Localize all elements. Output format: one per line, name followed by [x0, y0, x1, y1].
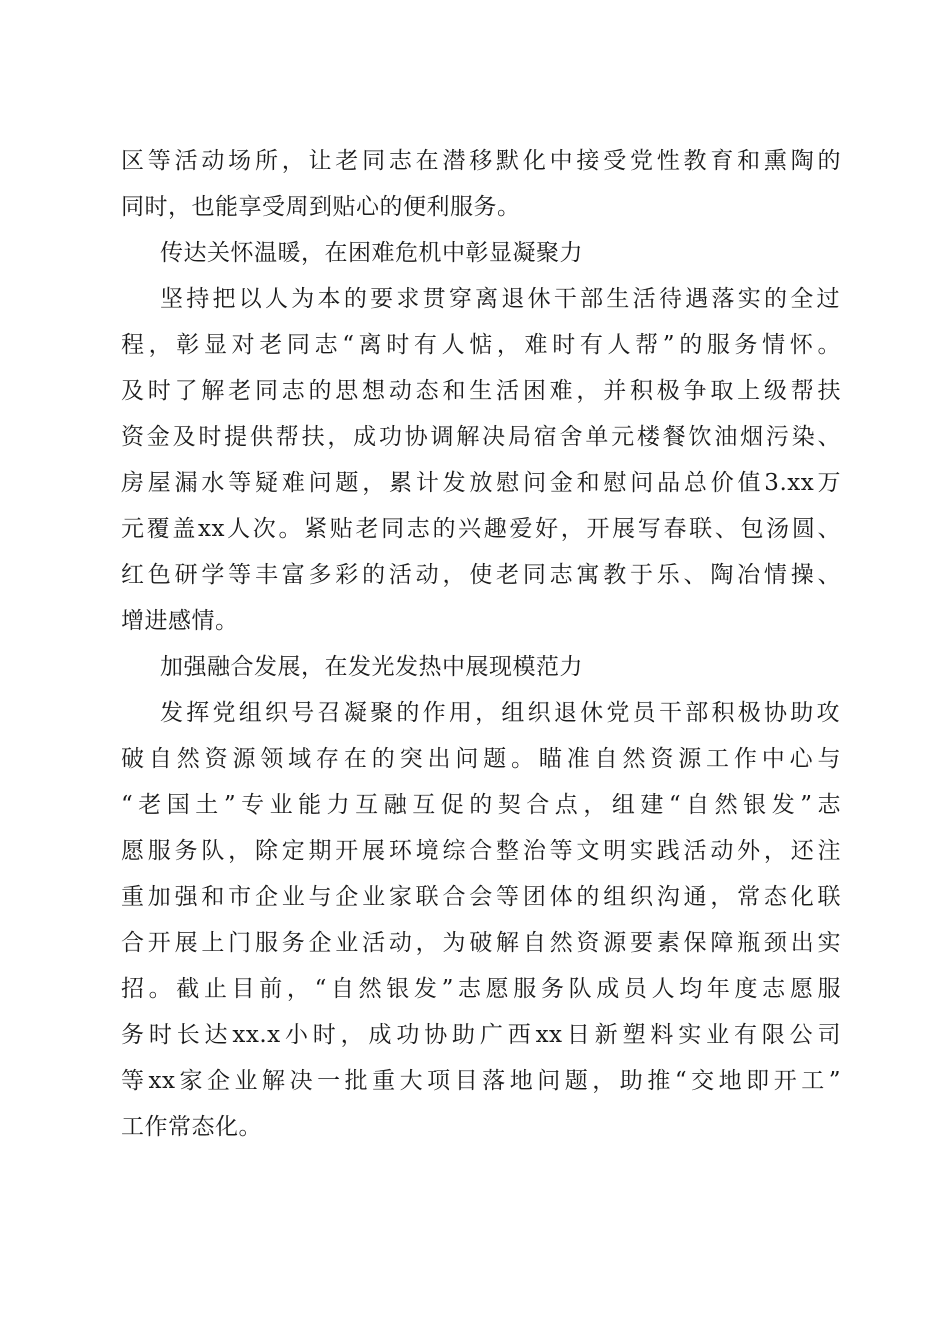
text-line: 务时长达xx.x小时，成功协助广西xx日新塑料实业有限公司	[121, 1022, 841, 1048]
section-heading: 传达关怀温暖，在困难危机中彰显凝聚力	[160, 240, 583, 266]
text-line: 区等活动场所，让老同志在潜移默化中接受党性教育和熏陶的	[121, 148, 841, 174]
text-line: 合开展上门服务企业活动，为破解自然资源要素保障瓶颈出实	[121, 930, 841, 956]
text-line: 程，彰显对老同志“离时有人惦，难时有人帮”的服务情怀。	[121, 332, 841, 358]
text-line: 坚持把以人为本的要求贯穿离退休干部生活待遇落实的全过	[160, 286, 840, 312]
text-line: 房屋漏水等疑难问题，累计发放慰问金和慰问品总价值3.xx万	[121, 470, 841, 496]
text-line: “老国土”专业能力互融互促的契合点，组建“自然银发”志	[121, 792, 841, 818]
text-line: 重加强和市企业与企业家联合会等团体的组织沟通，常态化联	[121, 884, 841, 910]
text-line: 破自然资源领域存在的突出问题。瞄准自然资源工作中心与	[121, 746, 841, 772]
text-line: 同时，也能享受周到贴心的便利服务。	[121, 194, 521, 220]
text-line: 工作常态化。	[121, 1114, 262, 1140]
text-line: 及时了解老同志的思想动态和生活困难，并积极争取上级帮扶	[121, 378, 841, 404]
text-line: 红色研学等丰富多彩的活动，使老同志寓教于乐、陶冶情操、	[121, 562, 841, 588]
text-line: 元覆盖xx人次。紧贴老同志的兴趣爱好，开展写春联、包汤圆、	[121, 516, 841, 542]
text-line: 资金及时提供帮扶，成功协调解决局宿舍单元楼餐饮油烟污染、	[121, 424, 841, 450]
section-heading: 加强融合发展，在发光发热中展现模范力	[160, 654, 583, 680]
text-line: 增进感情。	[121, 608, 239, 634]
text-line: 愿服务队，除定期开展环境综合整治等文明实践活动外，还注	[121, 838, 841, 864]
text-line: 等xx家企业解决一批重大项目落地问题，助推“交地即开工”	[121, 1068, 841, 1094]
text-line: 发挥党组织号召凝聚的作用，组织退休党员干部积极协助攻	[160, 700, 840, 726]
text-line: 招。截止目前，“自然银发”志愿服务队成员人均年度志愿服	[121, 976, 841, 1002]
